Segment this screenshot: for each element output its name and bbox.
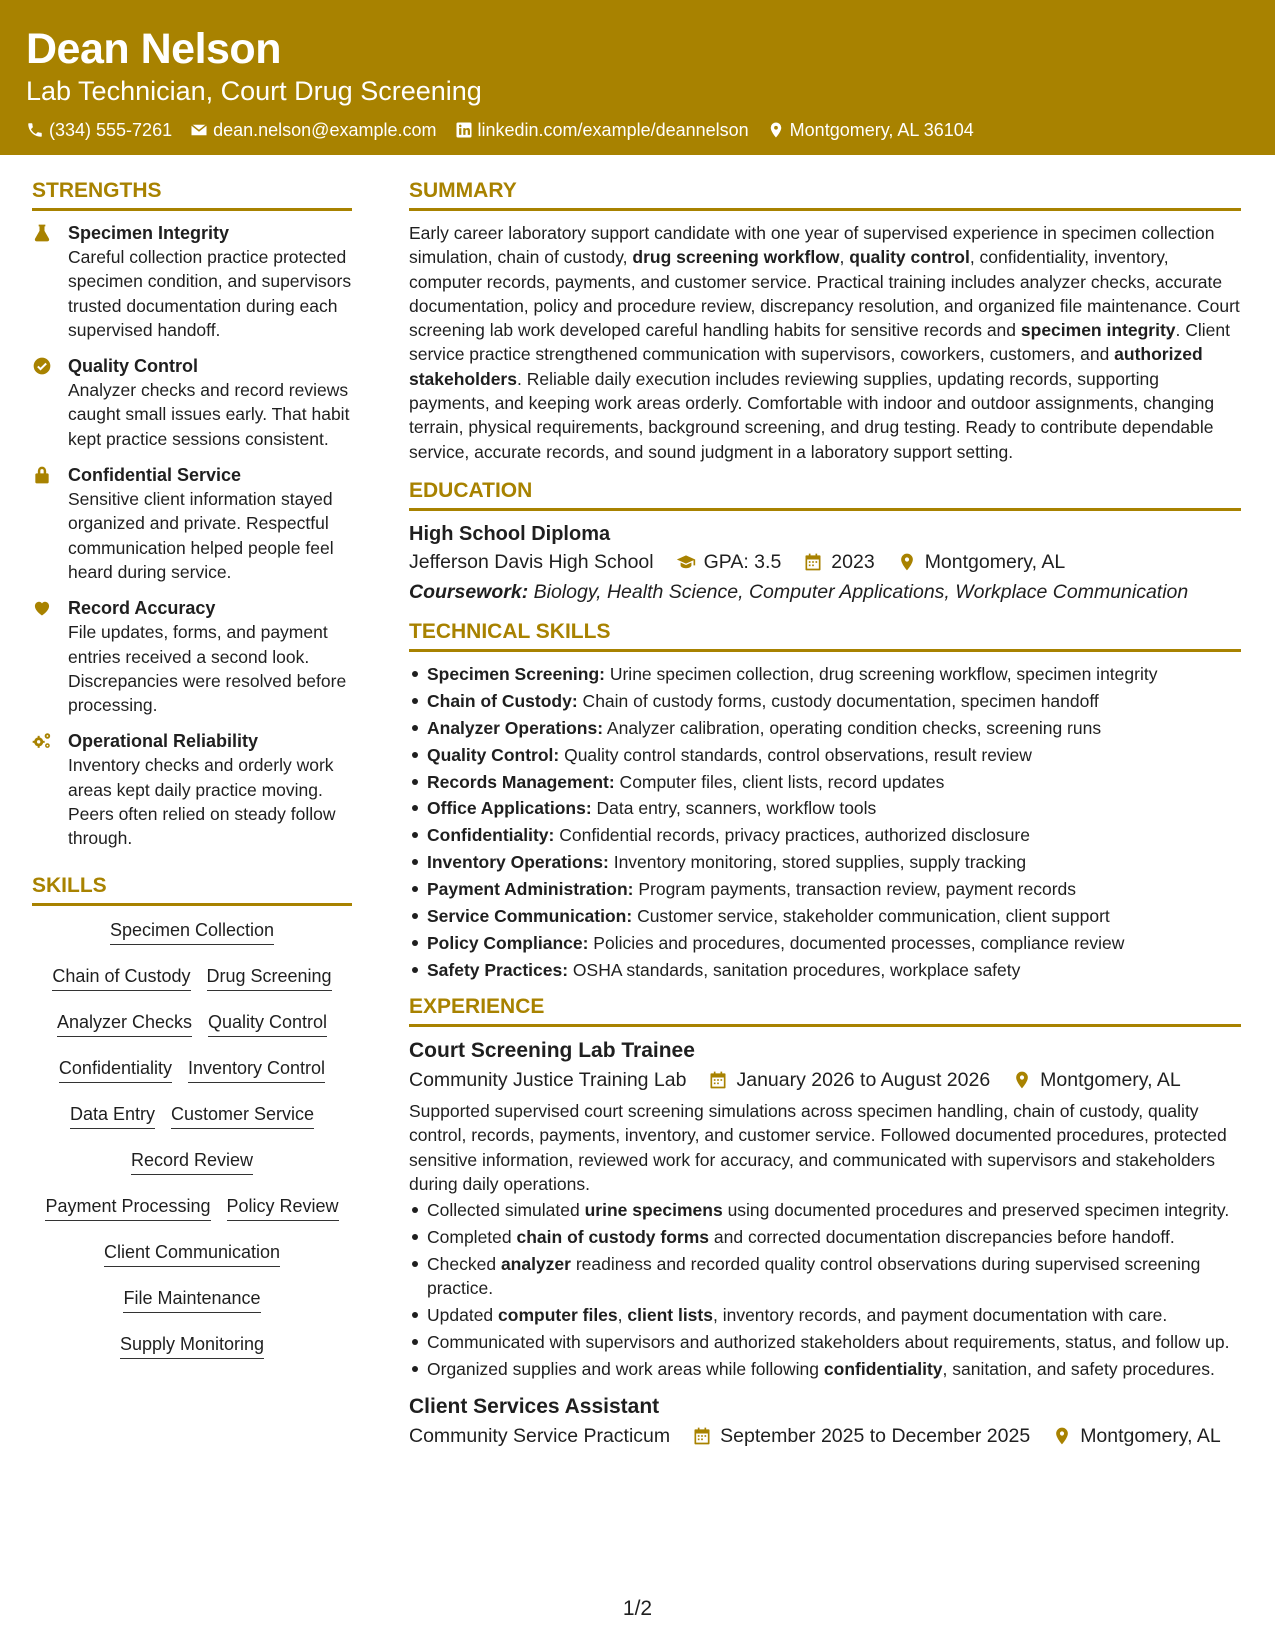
job-entry (409, 1393, 1241, 1451)
linkedin-text: linkedin.com/example/deannelson (477, 120, 749, 140)
technical-skills-heading: TECHNICAL SKILLS (409, 619, 1241, 652)
skill-tag: Quality Control (208, 1010, 327, 1037)
job-location: Montgomery, AL (1080, 1425, 1221, 1448)
list-item: Quality Control: Quality control standards, control observations, result review (409, 743, 1241, 767)
strength-desc: Analyzer checks and record reviews caught small issues early. That habit kept practice sessions consistent. (68, 380, 350, 449)
linkedin-icon (455, 121, 473, 139)
calendar-icon (803, 552, 823, 572)
list-item: Confidentiality: Confidential records, privacy practices, authorized disclosure (409, 823, 1241, 847)
strengths-heading: STRENGTHS (32, 178, 352, 211)
calendar-icon (708, 1070, 728, 1090)
skill-tag: Specimen Collection (110, 918, 274, 945)
list-item: Policy Compliance: Policies and procedures, documented processes, compliance review (409, 931, 1241, 955)
left-column (32, 178, 352, 1380)
right-column (409, 178, 1241, 1463)
strength-title: Record Accuracy (68, 598, 216, 619)
technical-skills-list (409, 662, 1241, 982)
strength-title: Quality Control (68, 356, 198, 377)
page-number: 1/2 (622, 1597, 653, 1620)
skill-tag: Customer Service (171, 1102, 314, 1129)
job-org: Community Service Practicum (409, 1425, 671, 1448)
job-dates: September 2025 to December 2025 (720, 1425, 1031, 1448)
map-pin-icon (1052, 1426, 1072, 1446)
lock-icon (32, 465, 52, 485)
gpa-text: GPA: 3.5 (703, 550, 782, 573)
gears-icon (32, 731, 52, 751)
contact-phone[interactable] (26, 118, 172, 142)
candidate-name: Dean Nelson (26, 25, 281, 73)
strength-desc: Careful collection practice protected specimen condition, and supervisors trusted documentation during each supervised handoff. (68, 247, 352, 340)
map-pin-icon (897, 552, 917, 572)
job-bullets (409, 1198, 1241, 1381)
skill-tag: Chain of Custody (52, 964, 190, 991)
list-item: Completed chain of custody forms and corrected documentation discrepancies before handoff. (409, 1225, 1241, 1249)
resume-header (0, 0, 1275, 155)
strength-desc: File updates, forms, and payment entries received a second look. Discrepancies were resolved before processing. (68, 622, 347, 716)
list-item: Records Management: Computer files, client lists, record updates (409, 770, 1241, 794)
list-item: Service Communication: Customer service, stakeholder communication, client support (409, 904, 1241, 928)
skill-tag: Analyzer Checks (57, 1010, 192, 1037)
skills-heading: SKILLS (32, 873, 352, 906)
location-text: Montgomery, AL 36104 (789, 120, 974, 140)
list-item: Inventory Operations: Inventory monitoring, stored supplies, supply tracking (409, 850, 1241, 874)
list-item: Chain of Custody: Chain of custody forms, custody documentation, specimen handoff (409, 689, 1241, 713)
email-text: dean.nelson@example.com (213, 120, 437, 140)
candidate-role: Lab Technician, Court Drug Screening (26, 76, 482, 106)
envelope-icon (190, 121, 208, 139)
phone-icon (26, 121, 44, 139)
strength-desc: Inventory checks and orderly work areas kept daily practice moving. Peers often relied on steady follow through. (68, 755, 336, 849)
job-title: Court Screening Lab Trainee (409, 1039, 695, 1063)
job-title: Client Services Assistant (409, 1395, 660, 1419)
skill-tag: Policy Review (227, 1194, 339, 1221)
list-item: Safety Practices: OSHA standards, sanitation procedures, workplace safety (409, 958, 1241, 982)
skill-tag: Confidentiality (59, 1056, 172, 1083)
contact-email[interactable] (190, 118, 436, 142)
strength-item (32, 463, 352, 584)
list-item: Communicated with supervisors and authorized stakeholders about requirements, status, and follow up. (409, 1330, 1241, 1354)
coursework: Coursework: Biology, Health Science, Computer Applications, Workplace Communication (409, 580, 1189, 603)
skill-tag: Inventory Control (188, 1056, 325, 1083)
list-item: Checked analyzer readiness and recorded quality control observations during supervised screening practice. (409, 1252, 1241, 1301)
strength-title: Operational Reliability (68, 731, 259, 752)
map-pin-icon (1012, 1070, 1032, 1090)
skill-tag: File Maintenance (123, 1286, 260, 1313)
job-entry (409, 1037, 1241, 1381)
list-item: Payment Administration: Program payments, transaction review, payment records (409, 877, 1241, 901)
education-meta (409, 547, 1241, 577)
strength-item (32, 729, 352, 850)
list-item: Analyzer Operations: Analyzer calibration, operating condition checks, screening runs (409, 716, 1241, 740)
skills-list (32, 916, 352, 1380)
contact-row (26, 118, 1249, 142)
strength-item (32, 221, 352, 342)
list-item: Updated computer files, client lists, inventory records, and payment documentation with care. (409, 1303, 1241, 1327)
experience-heading: EXPERIENCE (409, 994, 1241, 1027)
strength-item (32, 354, 352, 451)
list-item: Specimen Screening: Urine specimen collection, drug screening workflow, specimen integrity (409, 662, 1241, 686)
job-meta (409, 1421, 1241, 1451)
education-heading: EDUCATION (409, 478, 1241, 511)
strength-title: Specimen Integrity (68, 223, 230, 243)
flask-icon (32, 223, 52, 243)
graduation-cap-icon (676, 552, 696, 572)
list-item: Office Applications: Data entry, scanners, workflow tools (409, 796, 1241, 820)
job-description: Supported supervised court screening simulations across specimen handling, chain of custody, quality control, records, payments, inventory, and customer service. Followed documented procedures, protected sensitive information, reviewed work for accuracy, and communicated with supervisors and stakeholders during daily operations. (409, 1101, 1227, 1194)
skill-tag: Drug Screening (207, 964, 332, 991)
list-item: Organized supplies and work areas while following confidentiality, sanitation, and safety procedures. (409, 1357, 1241, 1381)
skill-tag: Data Entry (70, 1102, 155, 1129)
contact-linkedin[interactable] (455, 118, 749, 142)
skill-tag: Supply Monitoring (120, 1332, 264, 1359)
summary-heading: SUMMARY (409, 178, 1241, 211)
phone-text: (334) 555-7261 (49, 120, 173, 140)
summary-text: Early career laboratory support candidate with one year of supervised experience in specimen collection simulation, chain of custody, drug screening workflow, quality control, confidentiality, inventory, computer records, payments, and customer service. Practical training includes analyzer checks, accurate documentation, policy and procedure review, discrepancy resolution, and organized file maintenance. Court screening lab work developed careful handling habits for sensitive records and specimen integrity. Client service practice strengthened communication with supervisors, coworkers, customers, and authorized stakeholders. Reliable daily execution includes reviewing supplies, updating records, supporting payments, and keeping work areas orderly. Comfortable with indoor and outdoor assignments, changing terrain, physical requirements, background screening, and drug testing. Ready to contribute dependable service, accurate records, and sound judgment in a laboratory support setting. (409, 223, 1240, 462)
skill-tag: Record Review (131, 1148, 253, 1175)
strength-item (32, 596, 352, 717)
education-degree: High School Diploma (409, 522, 611, 545)
map-pin-icon (767, 121, 785, 139)
school-location: Montgomery, AL (924, 550, 1066, 573)
job-meta (409, 1065, 1241, 1095)
calendar-icon (692, 1426, 712, 1446)
heart-icon (32, 598, 52, 618)
school-name: Jefferson Davis High School (409, 550, 654, 573)
job-location: Montgomery, AL (1040, 1069, 1181, 1092)
contact-location (767, 118, 974, 142)
list-item: Collected simulated urine specimens using documented procedures and preserved specimen integrity. (409, 1198, 1241, 1222)
strength-desc: Sensitive client information stayed organized and private. Respectful communication helped people feel heard during service. (68, 489, 334, 582)
graduation-year: 2023 (831, 550, 875, 573)
job-org: Community Justice Training Lab (409, 1069, 687, 1092)
job-dates: January 2026 to August 2026 (736, 1069, 991, 1092)
skill-tag: Client Communication (104, 1240, 280, 1267)
skill-tag: Payment Processing (45, 1194, 210, 1221)
check-circle-icon (32, 356, 52, 376)
strength-title: Confidential Service (68, 465, 242, 486)
